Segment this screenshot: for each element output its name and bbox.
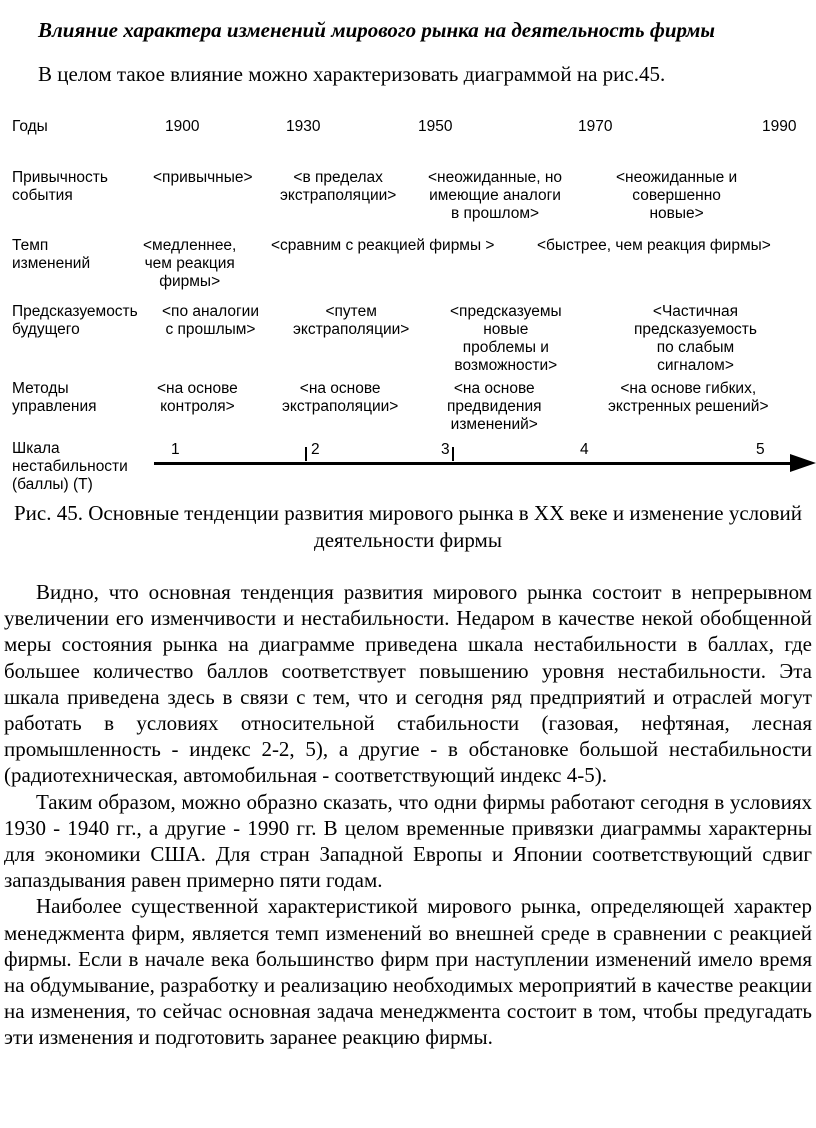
scale-point-1: 1 <box>171 441 180 458</box>
cell-pace-3: <быстрее, чем реакция фирмы> <box>537 237 771 254</box>
scale-point-5: 5 <box>756 441 765 458</box>
row-label-methods: Методы управления <box>12 380 97 415</box>
cell-familiarity-2: <в пределах экстраполяции> <box>280 169 397 204</box>
year-1990: 1990 <box>762 118 797 135</box>
paragraph: Таким образом, можно образно сказать, что одни фирмы работают сегодня в условиях 1930 - 1940 гг., а другие - 1990 гг. В целом временные привязки диаграммы характерны для экономики США. Для стран Западной Европы и Японии соответствующий сдвиг запаздывания равен примерно пяти годам. <box>4 789 812 893</box>
row-label-pace: Темп изменений <box>12 237 91 272</box>
cell-methods-1: <на основе контроля> <box>157 380 238 415</box>
cell-predictability-1: <по аналогии с прошлым> <box>162 303 259 338</box>
cell-predictability-4: <Частичная предсказуемость по слабым сигналом> <box>634 303 757 374</box>
intro-text: В целом такое влияние можно характеризовать диаграммой на рис.45. <box>38 62 666 86</box>
cell-predictability-2: <путем экстраполяции> <box>293 303 410 338</box>
scale-point-2: 2 <box>311 441 320 458</box>
row-label-predictability: Предсказуемость будущего <box>12 303 138 338</box>
scale-axis-line <box>154 462 794 465</box>
figure-caption: Рис. 45. Основные тенденции развития мирового рынка в XX веке и изменение условий деятельности фирмы <box>13 501 803 552</box>
scale-label: Шкала нестабильности (баллы) (Т) <box>12 440 128 493</box>
cell-pace-2: <сравним с реакцией фирмы > <box>271 237 495 254</box>
cell-familiarity-1: <привычные> <box>153 169 253 186</box>
cell-methods-3: <на основе предвидения изменений> <box>447 380 542 433</box>
paragraph: Видно, что основная тенденция развития мирового рынка состоит в непрерывном увеличении его изменчивости и нестабильности. Недаром в качестве некой обобщенной меры состояния рынка на диаграмме приведена шкала нестабильности в баллах, где большее количество баллов соответствует повышению уровня нестабильности. Эта шкала приведена здесь в связи с тем, что и сегодня ряд предприятий и отраслей могут работать в условиях относительной стабильности (газовая, нефтяная, лесная промышленность - индекс 2-2, 5), а другие - в обстановке большой нестабильности (радиотехническая, автомобильная - соответствующий индекс 4-5). <box>4 580 812 788</box>
cell-methods-2: <на основе экстраполяции> <box>282 380 399 415</box>
row-label-familiarity: Привычность события <box>12 169 108 204</box>
scale-tick-3 <box>452 447 454 461</box>
scale-point-3: 3 <box>441 441 450 458</box>
cell-predictability-3: <предсказуемы новые проблемы и возможности> <box>450 303 562 374</box>
years-label: Годы <box>12 118 48 135</box>
year-1930: 1930 <box>286 118 321 135</box>
cell-pace-1: <медленнее, чем реакция фирмы> <box>143 237 237 290</box>
scale-tick-2 <box>305 447 307 461</box>
year-1970: 1970 <box>578 118 613 135</box>
paragraph: Наиболее существенной характеристикой мирового рынка, определяющей характер менеджмента фирм, является темп изменений во внешней среде в сравнении с реакцией фирмы. Если в начале века большинство фирм при наступлении изменений имело время на обдумывание, разработку и реализацию необходимых мероприятий в качестве реакции на изменения, то сейчас основная задача менеджмента состоит в том, чтобы предугадать эти изменения и подготовить заранее реакцию фирмы. <box>4 894 812 1050</box>
cell-familiarity-3: <неожиданные, но имеющие аналоги в прошлом> <box>428 169 563 222</box>
section-heading: Влияние характера изменений мирового рынка на деятельность фирмы <box>38 18 715 42</box>
scale-point-4: 4 <box>580 441 589 458</box>
year-1900: 1900 <box>165 118 200 135</box>
cell-methods-4: <на основе гибких, экстренных решений> <box>608 380 769 415</box>
body-text <box>4 579 812 1051</box>
year-1950: 1950 <box>418 118 453 135</box>
cell-familiarity-4: <неожиданные и совершенно новые> <box>616 169 738 222</box>
scale-arrow-head <box>790 454 816 472</box>
